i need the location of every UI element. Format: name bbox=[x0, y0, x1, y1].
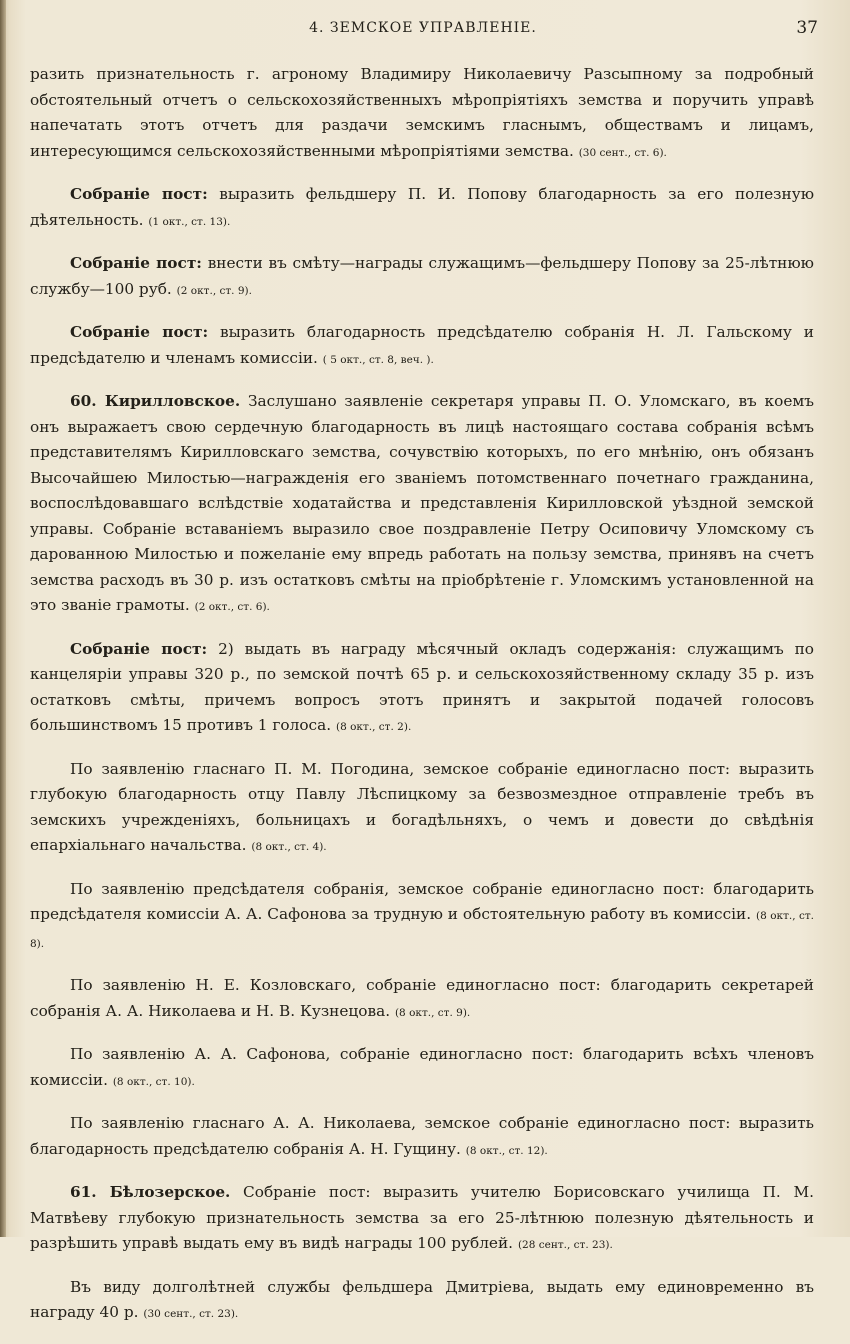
paragraph-text: 2) выдать въ награду мѣсячный окладъ содержанія: служащимъ по канцеляріи управы 320 р., по земской почтѣ 65 р. и сельскохозяйственному складу 35 р. изъ остатковъ смѣты, причемъ вопросъ этотъ принятъ и закрытой подачей голосовъ большинствомъ 15 противъ 1 голоса. bbox=[30, 639, 814, 734]
reference: (8 окт., ст. 2). bbox=[335, 721, 412, 733]
paragraph-text: Заслушано заявленіе секретаря управы П. О. Уломскаго, въ коемъ онъ выражаетъ свою сердечную благодарность въ лицѣ настоящаго состава собранія всѣмъ представителямъ Кирилловскаго земства, сочувствію которыхъ, по его мнѣнію, онъ обязанъ Высочайшею Милостью—награжденія его званіемъ потомственнаго почетнаго гражданина, воспослѣдовавшаго вслѣдствіе ходатайства и представленія Кирилловской уѣздной земской управы. Собраніе вставаніемъ выразило свое поздравленіе Петру Осиповичу Уломскому съ дарованною Милостью и пожеланіе ему впредь работать на пользу земства, принявъ на счетъ земства расходъ въ 30 р. изъ остатковъ смѣты на пріобрѣтеніе г. Уломскимъ установленной на это званіе грамоты. bbox=[30, 392, 815, 614]
paragraph-12 bbox=[30, 1180, 814, 1259]
reference: (30 сент., ст. 6). bbox=[578, 146, 667, 159]
section-heading-kirillovskoe: 60. Кирилловское. bbox=[70, 392, 241, 410]
body-text bbox=[30, 62, 814, 1344]
paragraph-9 bbox=[30, 973, 814, 1026]
paragraph-lead: Собраніе пост: bbox=[70, 254, 202, 272]
paragraph-text: внести въ смѣту—награды служащимъ—фельдшеру Попову за 25-лѣтнюю службу—100 руб. bbox=[30, 254, 814, 298]
paragraph-7 bbox=[30, 757, 814, 861]
paragraph-text: Собраніе пост: выразить учителю Борисовскаго училища П. М. Матвѣеву глубокую признательность земства за его 25-лѣтнюю полезную дѣятельность и разрѣшить управѣ выдать ему въ видѣ награды 100 рублей. bbox=[30, 1183, 814, 1252]
paragraph-11 bbox=[30, 1111, 814, 1164]
paragraph-5 bbox=[30, 389, 814, 621]
reference: (28 сент., ст. 23). bbox=[517, 1239, 613, 1251]
paragraph-10 bbox=[30, 1042, 814, 1095]
paragraph-text: Въ виду долголѣтней службы фельдшера Дмитріева, выдать ему единовременно въ награду 40 р. bbox=[30, 1277, 814, 1321]
paragraph-text: По заявленію А. А. Сафонова, собраніе единогласно пост: благодарить всѣхъ членовъ комиссіи. bbox=[30, 1045, 814, 1089]
reference: (2 окт., ст. 9). bbox=[176, 284, 252, 297]
paragraph-13 bbox=[30, 1275, 814, 1328]
page-number: 37 bbox=[796, 18, 818, 38]
reference: (1 окт., ст. 13). bbox=[148, 215, 231, 228]
paragraph-2 bbox=[30, 182, 814, 235]
reference: (2 окт., ст. 6). bbox=[194, 601, 270, 613]
reference: (8 окт., ст. 12). bbox=[465, 1144, 548, 1157]
reference: (8 окт., ст. 8). bbox=[30, 910, 814, 950]
paragraph-text: По заявленію предсѣдателя собранія, земское собраніе единогласно пост: благодарить предсѣдателя комиссіи А. А. Сафонова за трудную и обстоятельную работу въ комиссіи. bbox=[30, 879, 814, 923]
page-header bbox=[28, 14, 818, 46]
reference: (30 сент., ст. 23). bbox=[143, 1308, 239, 1320]
paragraph-lead: Собраніе пост: bbox=[70, 185, 208, 203]
paragraph-text: По заявленію гласнаго А. А. Николаева, земское собраніе единогласно пост: выразить благодарность предсѣдателю собранія А. Н. Гущину. bbox=[30, 1114, 814, 1158]
reference: (8 окт., ст. 4). bbox=[251, 841, 327, 853]
paragraph-text: разить признательность г. агроному Владимиру Николаевичу Разсыпному за подробный обстоятельный отчетъ о сельскохозяйственныхъ мѣропріятіяхъ земства и поручить управѣ напечатать этотъ отчетъ для раздачи земскимъ гласнымъ, обществамъ и лицамъ, интересующимся сельскохозяйственными мѣропріятіями земства. bbox=[30, 65, 814, 160]
reference: ( 5 окт., ст. 8, веч. ). bbox=[322, 353, 434, 366]
paragraph-text: По заявленію Н. Е. Козловскаго, собраніе единогласно пост: благодарить секретарей собранія А. А. Николаева и Н. В. Кузнецова. bbox=[30, 976, 814, 1020]
reference: (8 окт., ст. 10). bbox=[112, 1075, 195, 1088]
paragraph-3 bbox=[30, 251, 814, 304]
running-head: 4. ЗЕМСКОЕ УПРАВЛЕНІЕ. bbox=[309, 20, 537, 36]
paragraph-8 bbox=[30, 877, 814, 958]
paragraph-text: выразить фельдшеру П. И. Попову благодарность за его полезную дѣятельность. bbox=[30, 185, 815, 229]
paragraph-lead: Собраніе пост: bbox=[70, 639, 208, 658]
paragraph-1 bbox=[30, 62, 814, 166]
paragraph-text: выразить благодарность предсѣдателю собранія Н. Л. Гальскому и предсѣдателю и членамъ комиссіи. bbox=[30, 323, 814, 367]
paragraph-lead: Собраніе пост: bbox=[70, 323, 209, 341]
paragraph-6 bbox=[30, 637, 814, 741]
book-spine-edge bbox=[0, 0, 6, 1237]
reference: (8 окт., ст. 9). bbox=[394, 1006, 471, 1019]
section-heading-belozerskoe: 61. Бѣлозерское. bbox=[70, 1183, 231, 1201]
paragraph-4 bbox=[30, 320, 814, 373]
paragraph-text: По заявленію гласнаго П. М. Погодина, земское собраніе единогласно пост: выразить глубокую благодарность отцу Павлу Лѣспицкому за безвозмездное отправленіе требъ въ земскихъ учрежденіяхъ, больницахъ и богадѣльняхъ, о чемъ и довести до свѣдѣнія епархіальнаго начальства. bbox=[30, 759, 814, 854]
